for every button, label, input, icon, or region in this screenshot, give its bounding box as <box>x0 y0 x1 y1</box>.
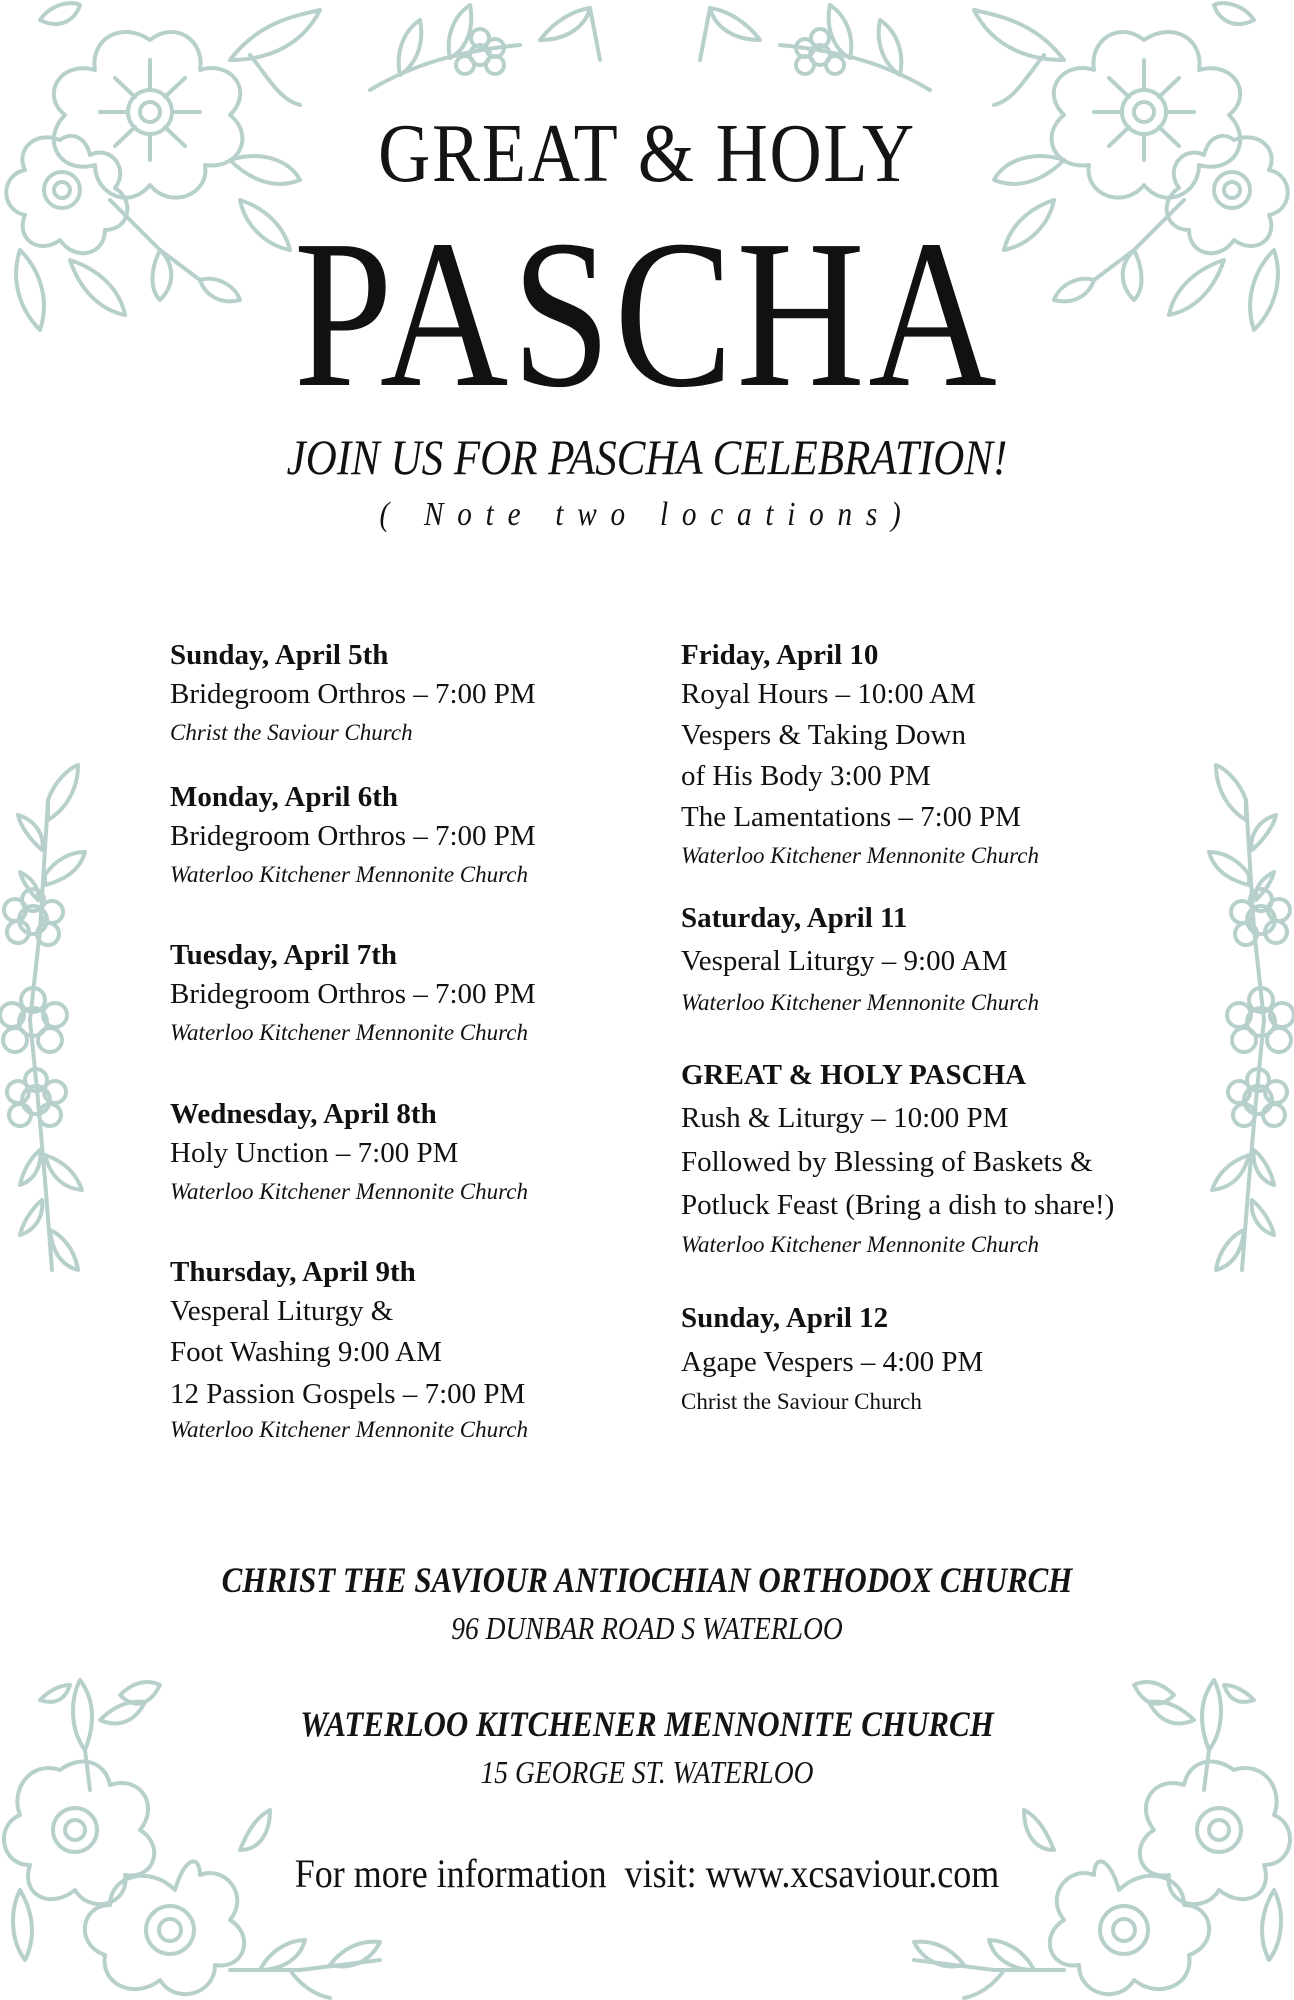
day-heading: Thursday, April 9th <box>170 1256 416 1288</box>
service-line: Foot Washing 9:00 AM <box>170 1336 442 1368</box>
location-line: Waterloo Kitchener Mennonite Church <box>170 1417 528 1442</box>
location-line: Christ the Saviour Church <box>170 720 413 745</box>
service-line: Bridegroom Orthros – 7:00 PM <box>170 820 536 852</box>
location-line: Waterloo Kitchener Mennonite Church <box>170 862 528 887</box>
service-line: Vespers & Taking Down <box>681 719 966 751</box>
day-heading: Sunday, April 12 <box>681 1302 889 1334</box>
day-block-sunday-april-5 <box>170 636 536 751</box>
title-pascha: PASCHA <box>293 196 1001 431</box>
location-line: Waterloo Kitchener Mennonite Church <box>681 1232 1039 1257</box>
floral-vine-right-icon <box>1204 760 1294 1280</box>
more-info-line <box>65 1851 1230 1896</box>
floral-vine-left-icon <box>0 760 90 1280</box>
floral-top-center-icon <box>340 0 960 110</box>
service-line: Vesperal Liturgy – 9:00 AM <box>681 945 1008 977</box>
location-line: Waterloo Kitchener Mennonite Church <box>681 990 1039 1015</box>
location-line: Waterloo Kitchener Mennonite Church <box>170 1020 528 1045</box>
service-line: Vesperal Liturgy & <box>170 1295 394 1327</box>
day-block-thursday-april-9 <box>170 1253 528 1444</box>
floral-corner-bottom-left-icon <box>0 1640 420 2000</box>
service-line: Potluck Feast (Bring a dish to share!) <box>681 1189 1115 1221</box>
website-link[interactable]: www.xcsaviour.com <box>705 1851 1000 1896</box>
day-block-tuesday-april-7 <box>170 936 536 1051</box>
location-line: Waterloo Kitchener Mennonite Church <box>170 1179 528 1204</box>
church2-name: WATERLOO KITCHENER MENNONITE CHURCH <box>300 1704 994 1744</box>
invitation-heading: JOIN US FOR PASCHA CELEBRATION! <box>286 429 1008 485</box>
day-heading: Tuesday, April 7th <box>170 939 397 971</box>
day-heading: Friday, April 10 <box>681 639 879 671</box>
title-great-and-holy: GREAT & HOLY <box>378 107 916 200</box>
service-line: Royal Hours – 10:00 AM <box>681 678 976 710</box>
day-heading: GREAT & HOLY PASCHA <box>681 1059 1027 1091</box>
location-line: Waterloo Kitchener Mennonite Church <box>681 843 1039 868</box>
church2-address: 15 GEORGE ST. WATERLOO <box>480 1754 814 1790</box>
day-block-great-holy-pascha <box>681 1056 1114 1263</box>
service-line: of His Body 3:00 PM <box>681 760 931 792</box>
service-line: Agape Vespers – 4:00 PM <box>681 1346 984 1378</box>
day-block-saturday-april-11 <box>681 899 1039 1021</box>
service-line: Rush & Liturgy – 10:00 PM <box>681 1102 1009 1134</box>
service-line: Holy Unction – 7:00 PM <box>170 1137 459 1169</box>
day-block-wednesday-april-8 <box>170 1095 528 1210</box>
service-line: The Lamentations – 7:00 PM <box>681 801 1021 833</box>
day-block-friday-april-10 <box>681 636 1039 874</box>
locations-note: ( Note two locations) <box>379 496 915 533</box>
service-line: 12 Passion Gospels – 7:00 PM <box>170 1378 526 1410</box>
day-heading: Monday, April 6th <box>170 781 399 813</box>
day-heading: Wednesday, April 8th <box>170 1098 437 1130</box>
church1-name: CHRIST THE SAVIOUR ANTIOCHIAN ORTHODOX CHURCH <box>221 1560 1073 1600</box>
more-info-label: For more information visit: <box>294 1851 706 1896</box>
day-heading: Sunday, April 5th <box>170 639 389 671</box>
day-heading: Saturday, April 11 <box>681 902 908 934</box>
day-block-monday-april-6 <box>170 778 536 893</box>
church1-address: 96 DUNBAR ROAD S WATERLOO <box>451 1610 843 1646</box>
floral-corner-bottom-right-icon <box>874 1640 1294 2000</box>
service-line: Followed by Blessing of Baskets & <box>681 1146 1093 1178</box>
day-block-sunday-april-12 <box>681 1299 983 1417</box>
service-line: Bridegroom Orthros – 7:00 PM <box>170 978 536 1010</box>
service-line: Bridegroom Orthros – 7:00 PM <box>170 678 536 710</box>
location-line: Christ the Saviour Church <box>681 1389 922 1414</box>
